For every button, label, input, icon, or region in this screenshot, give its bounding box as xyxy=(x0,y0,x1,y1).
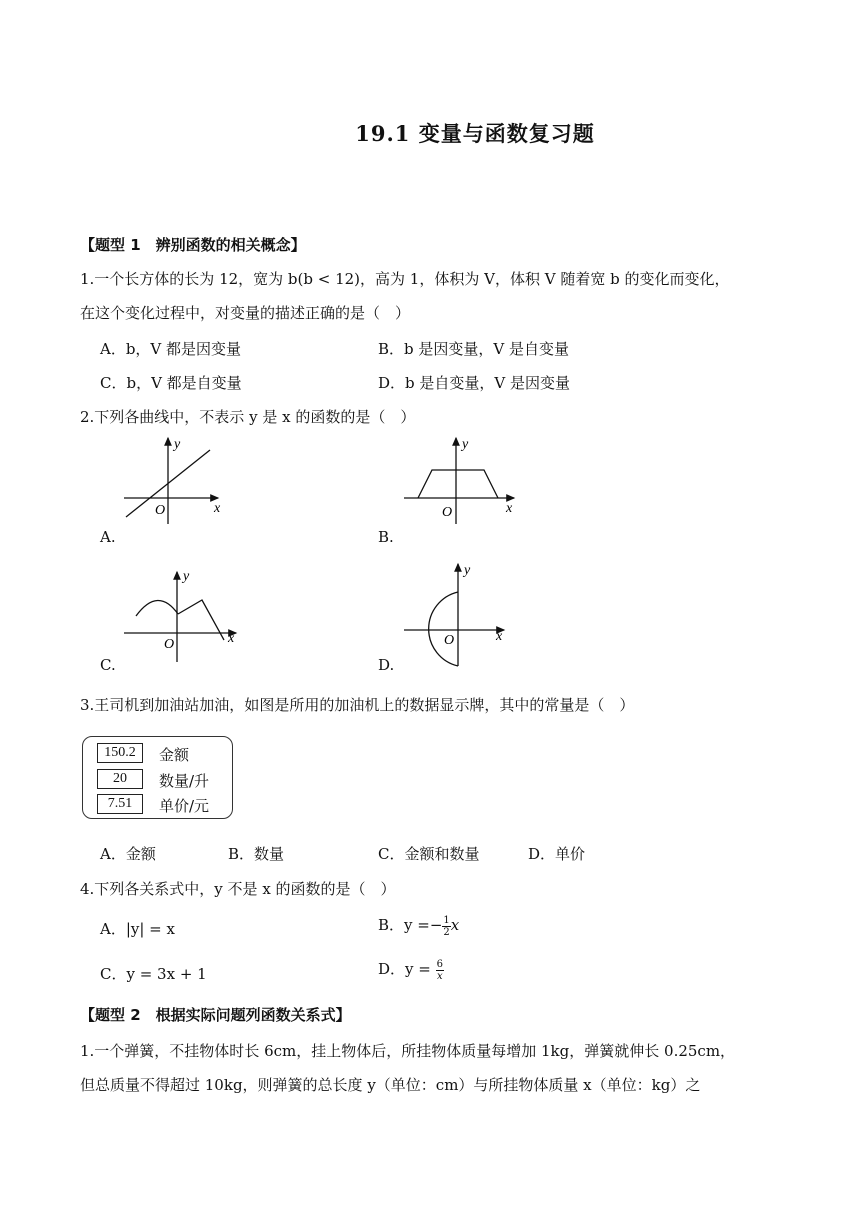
question-2-option-b: B. xyxy=(378,528,394,546)
graph-a-line xyxy=(118,432,238,527)
question-2-stem: 2.下列各曲线中，不表示 y 是 x 的函数的是（ ） xyxy=(80,408,416,426)
axis-y-label: y xyxy=(464,563,471,578)
option-b-prefix: B．y =− xyxy=(378,916,443,934)
section-heading-1: 【题型 1 辨别函数的相关概念】 xyxy=(80,236,306,254)
question-4-option-c: C．y = 3x + 1 xyxy=(100,965,207,983)
display-amount-label: 金额 xyxy=(159,746,190,764)
display-price-value: 7.51 xyxy=(97,794,143,814)
fuel-pump-display xyxy=(82,736,233,819)
display-amount-value: 150.2 xyxy=(97,743,143,763)
question-3-option-d: D．单价 xyxy=(528,845,586,863)
display-quantity-value: 20 xyxy=(97,769,143,789)
question-1-line-1: 1.一个长方体的长为 12，宽为 b(b < 12)，高为 1，体积为 V，体积 V 随着宽 b 的变化而变化， xyxy=(80,270,730,288)
option-d-prefix: D．y = xyxy=(378,960,431,978)
question-2-option-a: A. xyxy=(100,528,116,546)
question-1-option-c: C．b，V 都是自变量 xyxy=(100,374,242,392)
page-title: 19.1 变量与函数复习题 xyxy=(355,121,595,146)
origin-label: O xyxy=(155,503,166,518)
graph-d-semicircle xyxy=(398,558,518,668)
display-price-label: 单价/元 xyxy=(159,797,210,815)
question-4-stem: 4.下列各关系式中，y 不是 x 的函数的是（ ） xyxy=(80,880,396,898)
display-quantity-label: 数量/升 xyxy=(159,772,210,790)
axis-x-label: x xyxy=(228,631,235,646)
question-3-option-b: B．数量 xyxy=(228,845,285,863)
question-2-option-d: D. xyxy=(378,656,395,674)
question-1-option-b: B．b 是因变量，V 是自变量 xyxy=(378,340,569,358)
section-heading-2: 【题型 2 根据实际问题列函数关系式】 xyxy=(80,1006,351,1024)
axis-y-label: y xyxy=(174,437,181,452)
origin-label: O xyxy=(164,637,175,652)
question-3-stem: 3.王司机到加油站加油，如图是所用的加油机上的数据显示牌，其中的常量是（ ） xyxy=(80,696,635,714)
question-1-line-2: 在这个变化过程中，对变量的描述正确的是（ ） xyxy=(80,304,411,322)
option-b-suffix: x xyxy=(450,916,460,934)
question-1-option-a: A．b，V 都是因变量 xyxy=(100,340,242,358)
axis-y-label: y xyxy=(183,569,190,584)
question-4-option-b xyxy=(378,914,459,938)
question-1-option-d: D．b 是自变量，V 是因变量 xyxy=(378,374,570,392)
graph-c-arc xyxy=(118,566,243,664)
question-4-option-d xyxy=(378,958,444,982)
origin-label: O xyxy=(444,633,455,648)
question-3-option-c: C．金额和数量 xyxy=(378,845,480,863)
axis-y-label: y xyxy=(462,437,469,452)
axis-x-label: x xyxy=(506,501,513,516)
graph-b-trapezoid xyxy=(398,432,523,527)
fraction-one-half: $\frac{1}{2}$ xyxy=(443,914,450,938)
fraction-six-over-x: $\frac{6}{x}$ xyxy=(436,958,443,982)
axis-x-label: x xyxy=(214,501,221,516)
axis-x-label: x xyxy=(496,629,503,644)
question-2-option-c: C. xyxy=(100,656,116,674)
question-4-option-a: A．|y| = x xyxy=(100,920,175,938)
origin-label: O xyxy=(442,505,453,520)
question-5-line-2: 但总质量不得超过 10kg，则弹簧的总长度 y（单位：cm）与所挂物体质量 x（单位：kg）之 xyxy=(80,1076,701,1094)
question-3-option-a: A．金额 xyxy=(100,845,156,863)
question-5-line-1: 1.一个弹簧，不挂物体时长 6cm，挂上物体后，所挂物体质量每增加 1kg，弹簧就伸长 0.25cm， xyxy=(80,1042,736,1060)
